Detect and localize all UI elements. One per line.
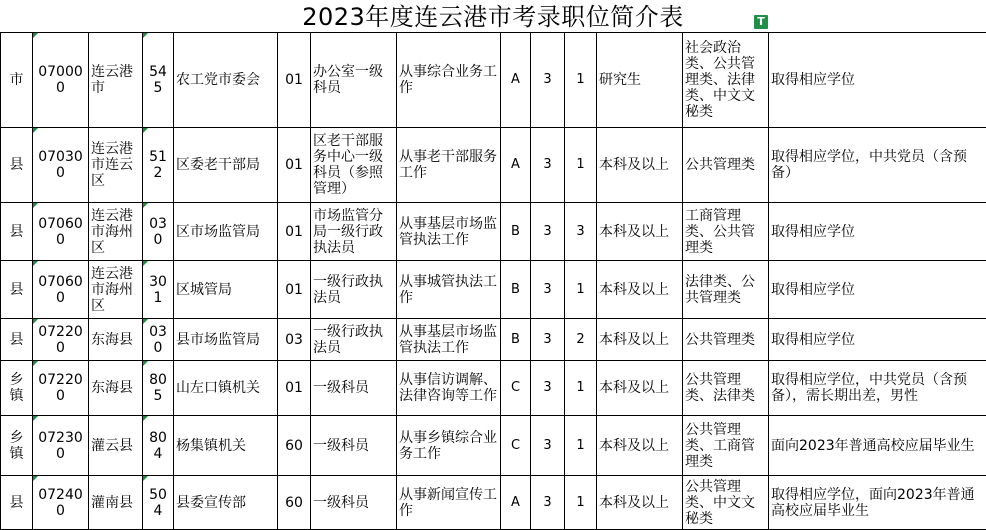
exam-category-cell[interactable]: A (501, 33, 531, 128)
duty-cell[interactable]: 从事基层市场监管执法工作 (397, 203, 501, 261)
table-row (1, 33, 986, 128)
table-row (1, 319, 986, 361)
position-code-cell[interactable]: 60 (278, 476, 311, 530)
level-cell[interactable]: 乡镇 (1, 416, 33, 476)
position-name-cell[interactable]: 市场监管分局一级行政执法员 (311, 203, 397, 261)
filter-icon[interactable]: T (754, 15, 768, 29)
duty-cell[interactable]: 从事城管执法工作 (397, 261, 501, 319)
major-cell[interactable]: 公共管理类、工商管理类 (683, 416, 769, 476)
unit-code-cell[interactable]: 301 (143, 261, 174, 319)
job-code-cell[interactable]: 070000 (33, 33, 89, 128)
requirements-cell[interactable]: 取得相应学位 (769, 261, 986, 319)
unit-cell[interactable]: 灌云县 (89, 416, 143, 476)
unit-code-cell[interactable]: 545 (143, 33, 174, 128)
position-code-cell[interactable]: 01 (278, 261, 311, 319)
ratio-cell[interactable]: 3 (531, 128, 565, 203)
unit-code-cell[interactable]: 030 (143, 319, 174, 361)
hire-count-cell[interactable]: 1 (565, 261, 597, 319)
position-code-cell[interactable]: 01 (278, 128, 311, 203)
table-row (1, 361, 986, 416)
department-cell[interactable]: 山左口镇机关 (174, 361, 278, 416)
unit-cell[interactable]: 连云港市海州区 (89, 261, 143, 319)
requirements-cell[interactable]: 取得相应学位，面向2023年普通高校应届毕业生 (769, 476, 986, 530)
unit-cell[interactable]: 连云港市海州区 (89, 203, 143, 261)
ratio-cell[interactable]: 3 (531, 33, 565, 128)
exam-category-cell[interactable]: A (501, 128, 531, 203)
unit-cell[interactable]: 东海县 (89, 319, 143, 361)
position-name-cell[interactable]: 一级科员 (311, 361, 397, 416)
hire-count-cell[interactable]: 1 (565, 476, 597, 530)
position-name-cell[interactable]: 一级行政执法员 (311, 319, 397, 361)
duty-cell[interactable]: 从事综合业务工作 (397, 33, 501, 128)
duty-cell[interactable]: 从事新闻宣传工作 (397, 476, 501, 530)
position-name-cell[interactable]: 办公室一级科员 (311, 33, 397, 128)
hire-count-cell[interactable]: 1 (565, 416, 597, 476)
table-row (1, 203, 986, 261)
education-cell[interactable]: 本科及以上 (597, 319, 683, 361)
hire-count-cell[interactable]: 1 (565, 128, 597, 203)
position-name-cell[interactable]: 一级行政执法员 (311, 261, 397, 319)
hire-count-cell[interactable]: 1 (565, 33, 597, 128)
department-cell[interactable]: 杨集镇机关 (174, 416, 278, 476)
major-cell[interactable]: 工商管理类、公共管理类 (683, 203, 769, 261)
position-code-cell[interactable]: 01 (278, 203, 311, 261)
position-name-cell[interactable]: 一级科员 (311, 416, 397, 476)
duty-cell[interactable]: 从事信访调解、法律咨询等工作 (397, 361, 501, 416)
level-cell[interactable]: 县 (1, 319, 33, 361)
position-code-cell[interactable]: 60 (278, 416, 311, 476)
requirements-cell[interactable]: 取得相应学位，中共党员（含预备） (769, 128, 986, 203)
job-code-cell[interactable]: 072200 (33, 361, 89, 416)
page-title: 2023年度连云港市考录职位简介表 (0, 0, 986, 32)
position-code-cell[interactable]: 03 (278, 319, 311, 361)
duty-cell[interactable]: 从事老干部服务工作 (397, 128, 501, 203)
job-code-cell[interactable]: 070600 (33, 203, 89, 261)
requirements-cell[interactable]: 取得相应学位 (769, 203, 986, 261)
department-cell[interactable]: 区市场监管局 (174, 203, 278, 261)
level-cell[interactable]: 县 (1, 261, 33, 319)
unit-cell[interactable]: 连云港市连云区 (89, 128, 143, 203)
requirements-cell[interactable]: 面向2023年普通高校应届毕业生 (769, 416, 986, 476)
requirements-cell[interactable]: 取得相应学位，中共党员（含预备），需长期出差，男性 (769, 361, 986, 416)
unit-cell[interactable]: 灌南县 (89, 476, 143, 530)
department-cell[interactable]: 县市场监管局 (174, 319, 278, 361)
position-name-cell[interactable]: 一级科员 (311, 476, 397, 530)
unit-code-cell[interactable]: 805 (143, 361, 174, 416)
requirements-cell[interactable]: 取得相应学位 (769, 319, 986, 361)
ratio-cell[interactable]: 3 (531, 476, 565, 530)
table-row (1, 476, 986, 530)
position-code-cell[interactable]: 01 (278, 361, 311, 416)
job-code-cell[interactable]: 070600 (33, 261, 89, 319)
unit-cell[interactable]: 东海县 (89, 361, 143, 416)
unit-code-cell[interactable]: 804 (143, 416, 174, 476)
hire-count-cell[interactable]: 2 (565, 319, 597, 361)
major-cell[interactable]: 法律类、公共管理类 (683, 261, 769, 319)
exam-category-cell[interactable]: C (501, 361, 531, 416)
major-cell[interactable]: 公共管理类 (683, 128, 769, 203)
table-row (1, 128, 986, 203)
hire-count-cell[interactable]: 3 (565, 203, 597, 261)
job-code-cell[interactable]: 072300 (33, 416, 89, 476)
unit-cell[interactable]: 连云港市 (89, 33, 143, 128)
education-cell[interactable]: 本科及以上 (597, 416, 683, 476)
job-code-cell[interactable]: 070300 (33, 128, 89, 203)
ratio-cell[interactable]: 3 (531, 203, 565, 261)
table-row (1, 416, 986, 476)
duty-cell[interactable]: 从事乡镇综合业务工作 (397, 416, 501, 476)
exam-category-cell[interactable]: B (501, 203, 531, 261)
major-cell[interactable]: 社会政治类、公共管理类、法律类、中文文秘类 (683, 33, 769, 128)
exam-category-cell[interactable]: C (501, 416, 531, 476)
department-cell[interactable]: 农工党市委会 (174, 33, 278, 128)
exam-category-cell[interactable]: B (501, 261, 531, 319)
department-cell[interactable]: 区城管局 (174, 261, 278, 319)
department-cell[interactable]: 区委老干部局 (174, 128, 278, 203)
education-cell[interactable]: 研究生 (597, 33, 683, 128)
ratio-cell[interactable]: 3 (531, 416, 565, 476)
level-cell[interactable]: 县 (1, 203, 33, 261)
level-cell[interactable]: 县 (1, 128, 33, 203)
job-code-cell[interactable]: 072400 (33, 476, 89, 530)
education-cell[interactable]: 本科及以上 (597, 361, 683, 416)
job-code-cell[interactable]: 072200 (33, 319, 89, 361)
unit-code-cell[interactable]: 512 (143, 128, 174, 203)
major-cell[interactable]: 公共管理类、法律类 (683, 361, 769, 416)
unit-code-cell[interactable]: 030 (143, 203, 174, 261)
level-cell[interactable]: 乡镇 (1, 361, 33, 416)
duty-cell[interactable]: 从事基层市场监管执法工作 (397, 319, 501, 361)
ratio-cell[interactable]: 3 (531, 319, 565, 361)
ratio-cell[interactable]: 3 (531, 361, 565, 416)
exam-category-cell[interactable]: A (501, 476, 531, 530)
exam-category-cell[interactable]: B (501, 319, 531, 361)
unit-code-cell[interactable]: 504 (143, 476, 174, 530)
education-cell[interactable]: 本科及以上 (597, 128, 683, 203)
education-cell[interactable]: 本科及以上 (597, 476, 683, 530)
education-cell[interactable]: 本科及以上 (597, 203, 683, 261)
level-cell[interactable]: 市 (1, 33, 33, 128)
education-cell[interactable]: 本科及以上 (597, 261, 683, 319)
major-cell[interactable]: 公共管理类 (683, 319, 769, 361)
hire-count-cell[interactable]: 1 (565, 361, 597, 416)
table-row (1, 261, 986, 319)
requirements-cell[interactable]: 取得相应学位 (769, 33, 986, 128)
major-cell[interactable]: 公共管理类、中文文秘类 (683, 476, 769, 530)
positions-table (0, 32, 986, 530)
ratio-cell[interactable]: 3 (531, 261, 565, 319)
position-code-cell[interactable]: 01 (278, 33, 311, 128)
level-cell[interactable]: 县 (1, 476, 33, 530)
position-name-cell[interactable]: 区老干部服务中心一级科员（参照管理） (311, 128, 397, 203)
department-cell[interactable]: 县委宣传部 (174, 476, 278, 530)
